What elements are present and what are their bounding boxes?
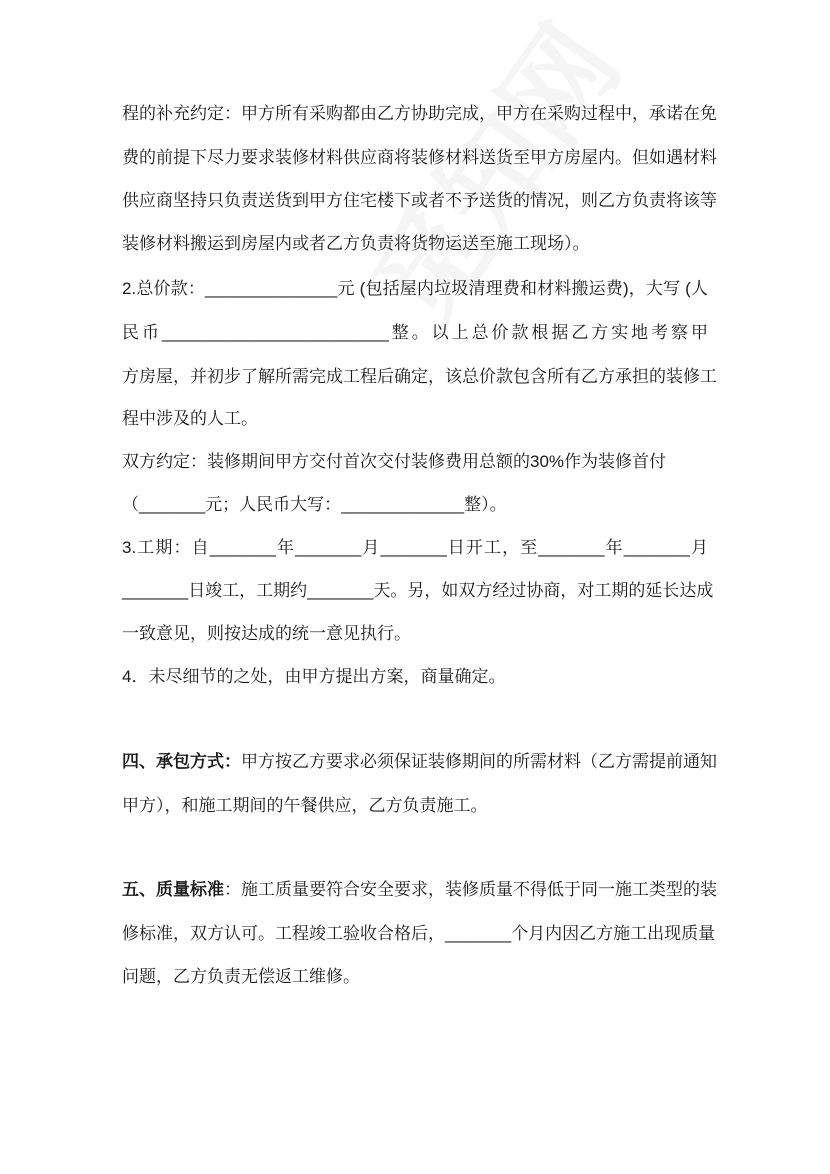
text-segment: 双方约定：装修期间甲方交付首次交付装修费用总额的30%作为装修首付 xyxy=(122,452,667,471)
text-segment: 4．未尽细节的之处，由甲方提出方案，商量确定。 xyxy=(122,667,506,686)
text-segment: 元 (包括屋内垃圾清理费和材料搬运费)，大写 (人 xyxy=(337,279,708,298)
paragraph-line xyxy=(122,365,717,389)
text-segment: 整）。 xyxy=(464,495,507,514)
paragraph-line xyxy=(122,407,708,431)
fill-in-blank: _______ xyxy=(445,924,512,943)
text-segment: 年 xyxy=(604,538,624,557)
fill-in-blank: _______ xyxy=(209,538,276,557)
text-segment: 日开工，至 xyxy=(446,538,539,557)
text-segment: 修标准，双方认可。工程竣工验收合格后， xyxy=(122,924,445,943)
fill-in-blank: ______________ xyxy=(205,279,338,298)
paragraph-line xyxy=(122,622,708,646)
paragraph-line xyxy=(122,232,708,256)
text-segment: 元；人民币大写： xyxy=(205,495,342,514)
text-segment: 2.总价款： xyxy=(122,279,206,298)
fill-in-blank: _______ xyxy=(307,581,374,600)
paragraph-line xyxy=(122,579,714,603)
text-segment: 年 xyxy=(275,538,296,557)
text-segment: 甲方按乙方要求必须保证装修期间的所需材料（乙方需提前通知 xyxy=(241,752,717,771)
paragraph-line xyxy=(122,146,717,170)
text-segment: 程的补充约定：甲方所有采购都由乙方协助完成，甲方在采购过程中，承诺在免 xyxy=(122,104,717,123)
text-segment: 问题，乙方负责无偿返工维修。 xyxy=(122,967,360,986)
paragraph-line xyxy=(122,189,717,213)
text-segment: 3.工期：自 xyxy=(122,538,210,557)
text-segment: 整。以上总价款根据乙方实地考察甲 xyxy=(388,323,709,342)
paragraph-line xyxy=(122,450,708,474)
text-segment: 装修材料搬运到房屋内或者乙方负责将货物运送至施工现场）。 xyxy=(122,234,590,253)
paragraph-line xyxy=(122,965,708,989)
text-segment: 民币 xyxy=(122,323,162,342)
fill-in-blank: _______ xyxy=(623,538,690,557)
paragraph-line xyxy=(122,321,708,345)
section-heading: 五、质量标准 xyxy=(122,880,224,899)
text-segment: ：施工质量要符合安全要求，装修质量不得低于同一施工类型的装 xyxy=(224,880,717,899)
text-segment: 程中涉及的人工。 xyxy=(122,409,258,428)
text-segment: 甲方），和施工期间的午餐供应，乙方负责施工。 xyxy=(122,796,488,815)
fill-in-blank: _______ xyxy=(139,495,206,514)
fill-in-blank: _______ xyxy=(295,538,362,557)
fill-in-blank: _______ xyxy=(380,538,447,557)
fill-in-blank: _______ xyxy=(538,538,605,557)
paragraph-line xyxy=(122,878,717,902)
fill-in-blank: _____________ xyxy=(341,495,465,514)
paragraph-line xyxy=(122,922,716,946)
fill-in-blank: _______ xyxy=(122,581,189,600)
text-segment: 天。另，如双方经过协商，对工期的延长达成 xyxy=(373,581,714,600)
text-segment: 供应商坚持只负责送货到甲方住宅楼下或者不予送货的情况，则乙方负责将该等 xyxy=(122,191,717,210)
paragraph-line xyxy=(122,665,708,689)
paragraph-line xyxy=(122,536,708,560)
paragraph-line xyxy=(122,102,717,126)
text-segment: 月 xyxy=(361,538,381,557)
text-segment: 月 xyxy=(689,538,709,557)
text-segment: （ xyxy=(122,495,139,514)
text-segment: 个月内因乙方施工出现质量 xyxy=(511,924,716,943)
section-heading: 四、承包方式： xyxy=(122,752,241,771)
paragraph-line xyxy=(122,750,717,774)
text-segment: 费的前提下尽力要求装修材料供应商将装修材料送货至甲方房屋内。但如遇材料 xyxy=(122,148,717,167)
paragraph-line xyxy=(122,277,708,301)
text-segment: 日竣工，工期约 xyxy=(188,581,308,600)
text-segment: 方房屋，并初步了解所需完成工程后确定，该总价款包含所有乙方承担的装修工 xyxy=(122,367,717,386)
paragraph-line xyxy=(122,493,708,517)
text-segment: 一致意见，则按达成的统一意见执行。 xyxy=(122,624,411,643)
paragraph-line xyxy=(122,794,708,818)
fill-in-blank: ________________________ xyxy=(161,323,389,342)
